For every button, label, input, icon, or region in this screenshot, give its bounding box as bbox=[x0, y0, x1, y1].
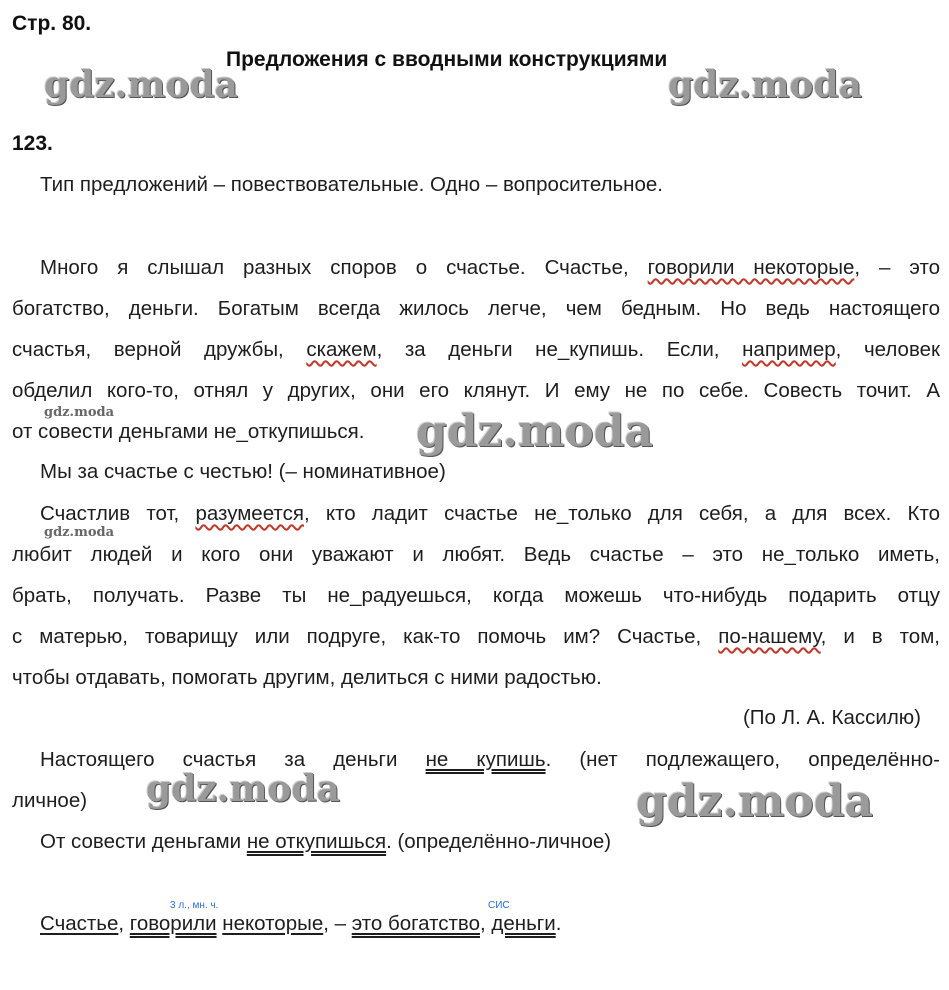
para1-text: счастья, верной дружбы, bbox=[12, 338, 284, 361]
parenthetical-phrase: говорили некоторые bbox=[647, 256, 855, 279]
punctuation: . bbox=[555, 912, 562, 935]
punctuation: , bbox=[118, 912, 125, 935]
watermark: gdz.moda bbox=[416, 406, 654, 457]
annotation-sis: СИС bbox=[488, 900, 510, 911]
predicate-word: говорили bbox=[129, 912, 217, 935]
para1-line2: богатство, деньги. Богатым всегда жилось легче, чем бедным. Но ведь настоящего bbox=[12, 297, 940, 320]
analysis-text: Настоящего счастья за деньги bbox=[40, 748, 398, 771]
para2-line4 bbox=[12, 625, 940, 649]
source-attribution: (По Л. А. Кассилю) bbox=[742, 706, 921, 729]
para1-line3 bbox=[12, 338, 940, 362]
page-reference: Стр. 80. bbox=[12, 12, 92, 35]
watermark: gdz.moda bbox=[668, 64, 862, 106]
predicate-underlined: не купишь bbox=[425, 748, 546, 771]
para2-text: , и в том, bbox=[820, 625, 940, 648]
analysis-text: . (определённо-личное) bbox=[386, 830, 612, 853]
para1-line5: от совести деньгами не_откупишься. bbox=[12, 420, 365, 443]
intro-text: Тип предложений – повествовательные. Одно – вопросительное. bbox=[40, 173, 663, 196]
parenthetical-word: по-нашему bbox=[718, 625, 821, 648]
para1-text: , – это bbox=[854, 256, 941, 279]
para2-line3: брать, получать. Разве ты не_радуешься, когда можешь что-нибудь подарить отцу bbox=[12, 584, 940, 607]
para1-text: Много я слышал разных споров о счастье. Счастье, bbox=[40, 256, 629, 279]
para2-text: с матерью, товарищу или подруге, как-то помочь им? Счастье, bbox=[12, 625, 702, 648]
analysis-text: От совести деньгами bbox=[40, 830, 242, 853]
watermark: gdz.moda bbox=[44, 405, 115, 420]
parenthetical-word: разумеется bbox=[195, 502, 304, 525]
watermark: gdz.moda bbox=[636, 776, 874, 827]
punctuation: , – bbox=[323, 912, 347, 935]
para2-line1 bbox=[40, 502, 940, 526]
analysis2-line bbox=[40, 830, 611, 854]
predicate-phrase: это богатство bbox=[351, 912, 480, 935]
para1-line4: обделил кого-то, отнял у других, они его клянут. И ему не по себе. Совесть точит. А bbox=[12, 379, 940, 402]
predicate-underlined: не откупишься bbox=[246, 830, 387, 853]
subject-word: Счастье bbox=[40, 912, 119, 935]
para1-line1 bbox=[40, 256, 940, 280]
analysis1-line2: личное) bbox=[12, 789, 88, 812]
punctuation: , bbox=[479, 912, 486, 935]
watermark: gdz.moda bbox=[44, 64, 238, 106]
predicate-word: деньги bbox=[491, 912, 556, 935]
page-title: Предложения с вводными конструкциями bbox=[226, 48, 668, 71]
watermark: gdz.moda bbox=[146, 768, 340, 810]
exclamation-sentence: Мы за счастье с честью! (– номинативное) bbox=[40, 460, 446, 483]
analysis-text: . (нет подлежащего, определённо- bbox=[545, 748, 940, 771]
parenthetical-word: например bbox=[742, 338, 836, 361]
para1-text: , человек bbox=[835, 338, 940, 361]
annotation-person-number: 3 л., мн. ч. bbox=[170, 900, 219, 911]
watermark: gdz.moda bbox=[44, 525, 115, 540]
para2-text: , кто ладит счастье не_только для себя, а для всех. Кто bbox=[303, 502, 941, 525]
para2-line2: любит людей и кого они уважают и любят. Ведь счастье – это не_только иметь, bbox=[12, 543, 940, 566]
para1-text: , за деньги не_купишь. Если, bbox=[376, 338, 720, 361]
parsed-sentence bbox=[40, 912, 561, 936]
parenthetical-word: скажем bbox=[306, 338, 377, 361]
para2-text: Счастлив тот, bbox=[40, 502, 180, 525]
para2-line5: чтобы отдавать, помогать другим, делиться с ними радостью. bbox=[12, 666, 602, 689]
exercise-number: 123. bbox=[12, 132, 53, 155]
subject-word: некоторые bbox=[222, 912, 324, 935]
